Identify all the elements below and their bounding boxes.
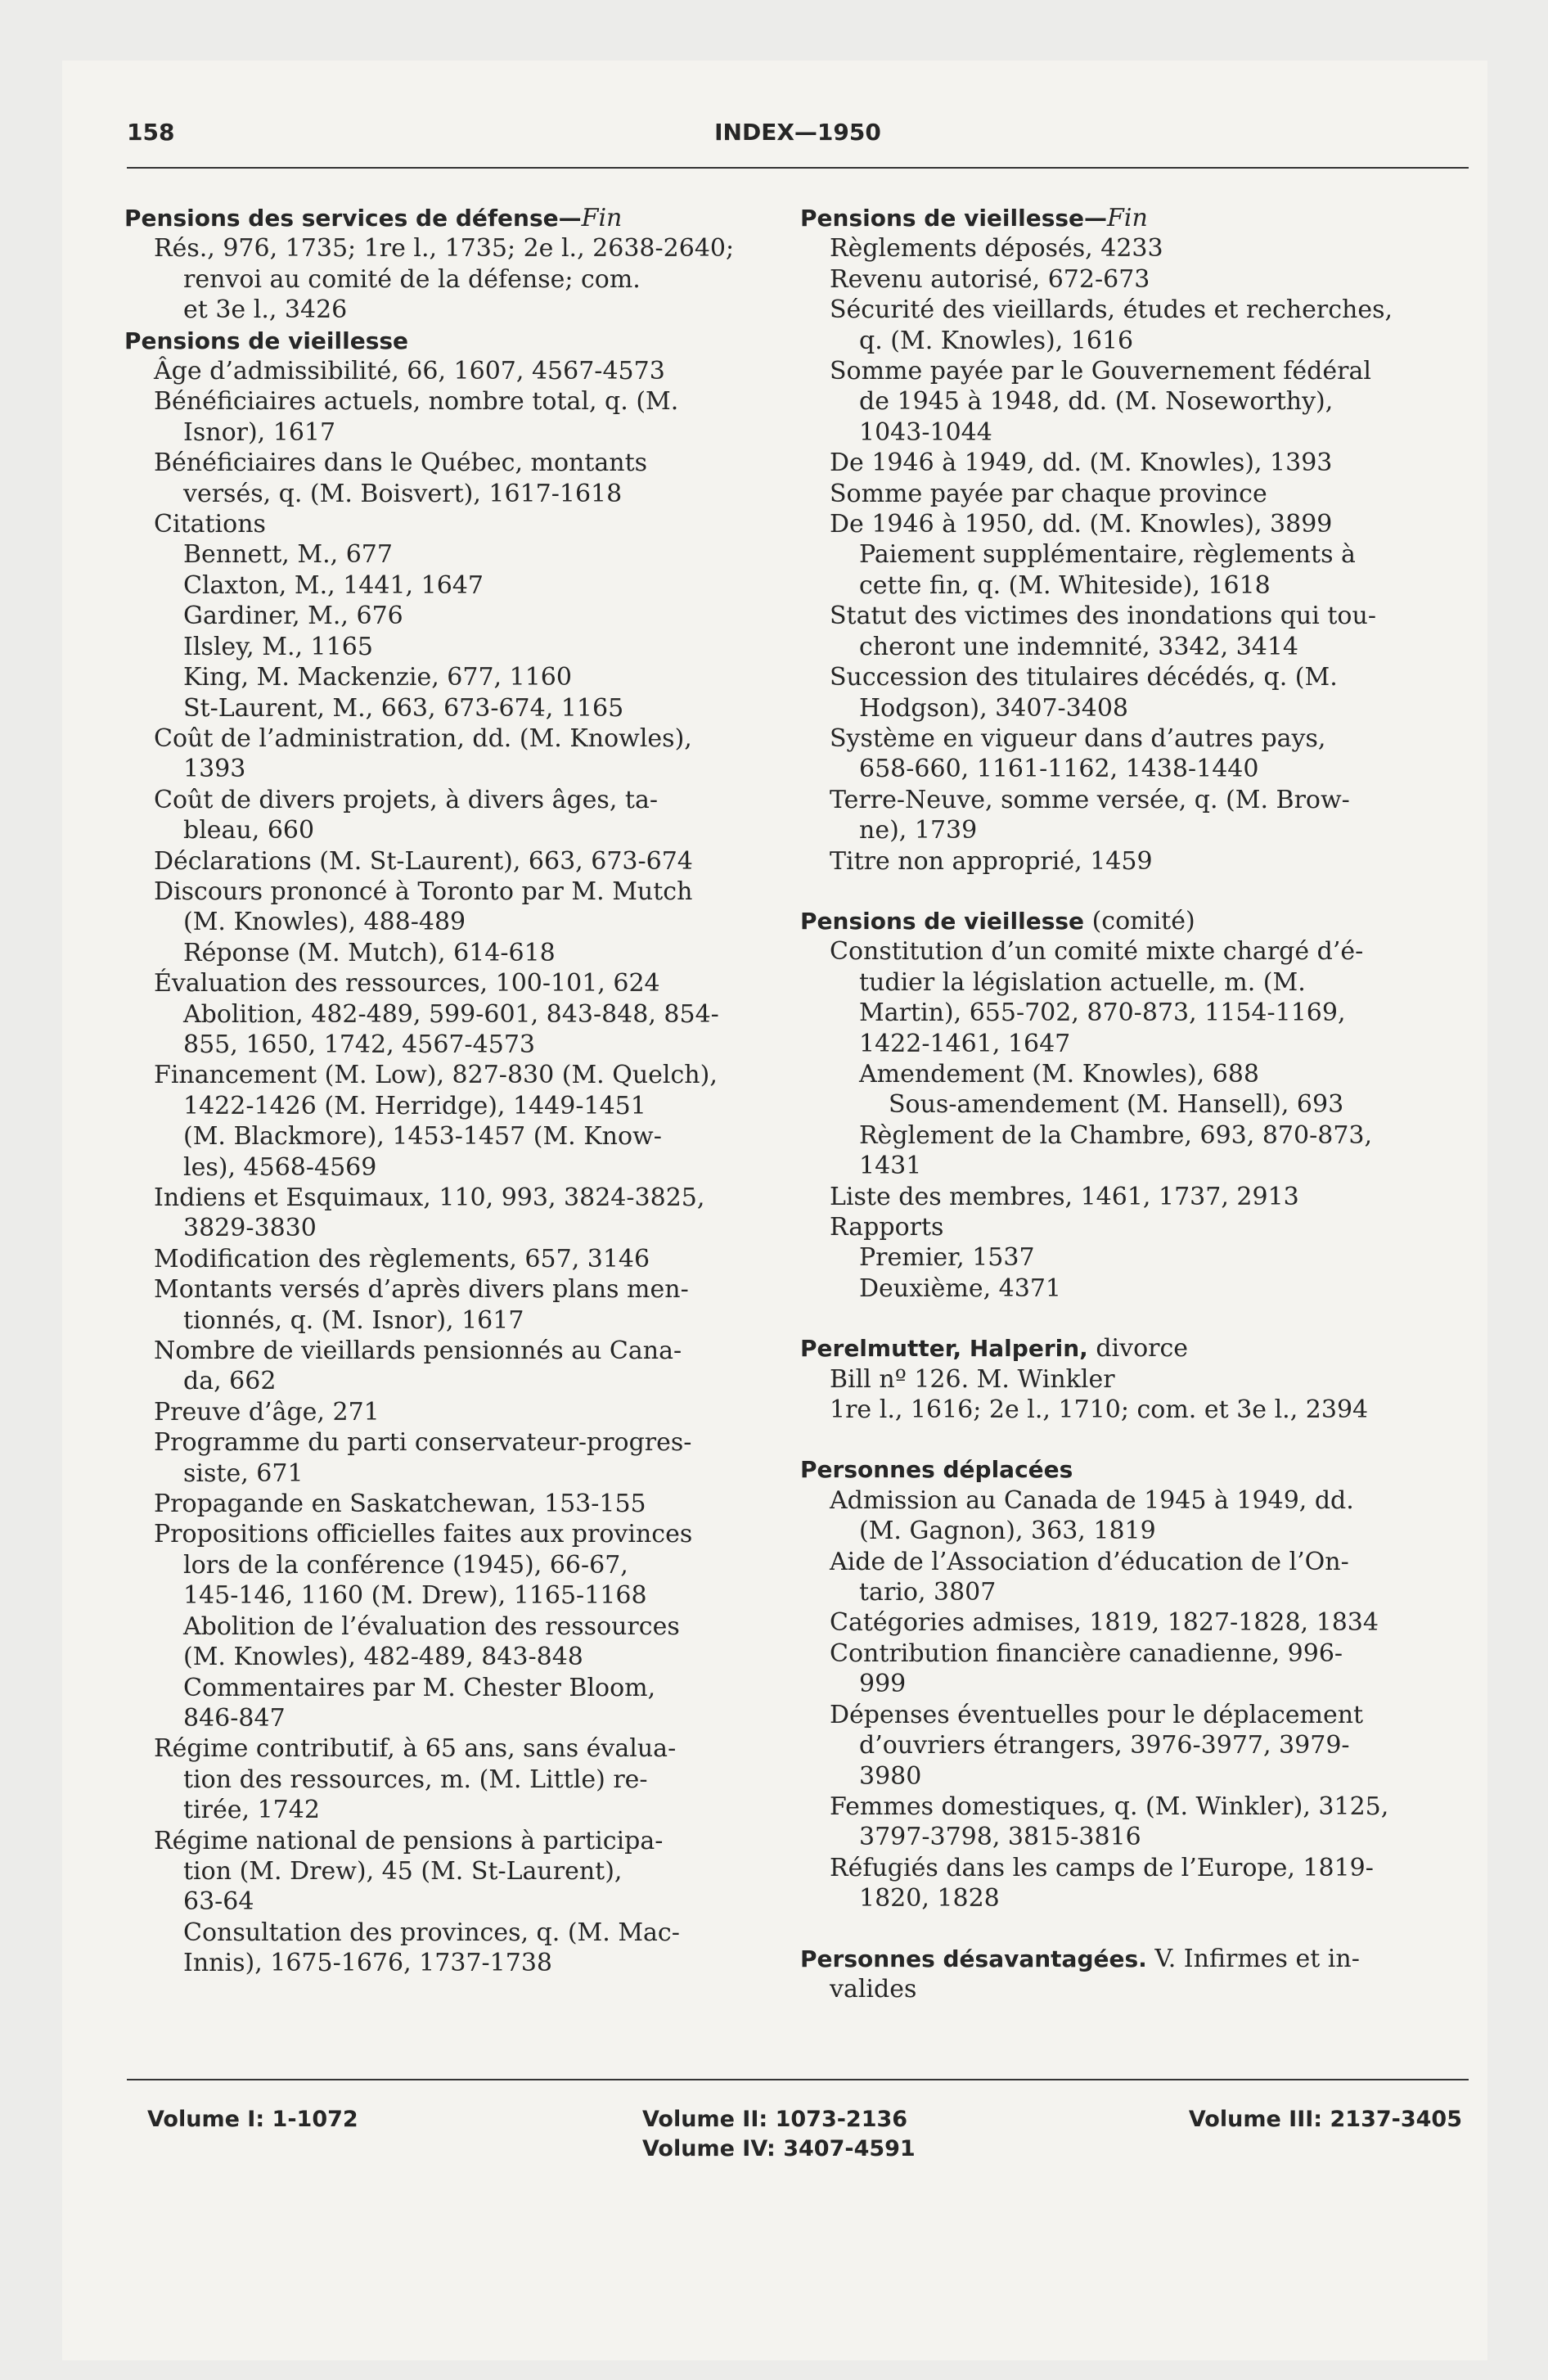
entry-line: Rapports [830,1213,944,1242]
entry-line: tario, 3807 [859,1578,997,1607]
entry-line: Gardiner, M., 676 [183,602,403,631]
entry-line: Liste des membres, 1461, 1737, 2913 [830,1182,1299,1211]
entry-line: 1820, 1828 [859,1884,1000,1913]
entry-line: Succession des titulaires décédés, q. (M. [830,663,1338,692]
entry-line: Abolition, 482-489, 599-601, 843-848, 854- [183,999,719,1029]
entry-line: (M. Knowles), 488-489 [183,908,466,937]
entry-heading-line [800,1944,1438,1974]
entry-line: Innis), 1675-1676, 1737-1738 [183,1949,552,1978]
entry-line: Somme payée par le Gouvernement fédéral [830,357,1371,386]
entry-heading-line [800,203,1438,233]
entry-line: Bennett, M., 677 [183,540,393,570]
entry-line: Modification des règlements, 657, 3146 [154,1244,650,1273]
entry-line: Système en vigueur dans d’autres pays, [830,723,1326,753]
entry-line: Dépenses éventuelles pour le déplacement [830,1700,1364,1729]
entry-line: Financement (M. Low), 827-830 (M. Quelch), [154,1061,718,1090]
entry-heading: Pensions de vieillesse [124,327,409,354]
footer-volume-4: Volume IV: 3407-4591 [642,2136,916,2161]
index-entry [800,906,1438,1304]
entry-spacer [800,1914,1438,1944]
entry-line: lors de la conférence (1945), 66-67, [183,1550,628,1580]
header-rule [127,167,1469,169]
page-number: 158 [127,119,175,146]
index-entry [800,203,1438,877]
entry-heading-line [800,906,1438,936]
entry-heading-line [800,1333,1438,1364]
entry-line: tion (M. Drew), 45 (M. St-Laurent), [183,1856,623,1886]
entry-line: Nombre de vieillards pensionnés au Cana- [154,1336,682,1366]
entry-line: Abolition de l’évaluation des ressources [183,1611,680,1641]
entry-line: 3980 [859,1761,922,1791]
entry-line: et 3e l., 3426 [183,295,348,325]
entry-heading: Pensions de vieillesse [800,907,1085,935]
entry-line: 145-146, 1160 (M. Drew), 1165-1168 [183,1581,647,1611]
entry-line: Règlements déposés, 4233 [830,234,1163,264]
entry-line: da, 662 [183,1367,277,1396]
footer-middle [642,2105,916,2164]
entry-line: Paiement supplémentaire, règlements à [859,540,1356,570]
entry-spacer [800,877,1438,906]
entry-heading-note: (comité) [1084,906,1195,935]
entry-line: Revenu autorisé, 672-673 [830,264,1150,294]
entry-line: Admission au Canada de 1945 à 1949, dd. [830,1485,1354,1515]
entry-line: Titre non approprié, 1459 [830,846,1153,876]
entry-line: Hodgson), 3407-3408 [859,693,1129,723]
entry-line: Somme payée par chaque province [830,479,1267,508]
entry-line: Bénéficiaires dans le Québec, montants [154,449,648,478]
index-entry [800,1944,1438,2005]
entry-line: Discours prononcé à Toronto par M. Mutch [154,877,693,906]
entry-heading-line [124,326,763,356]
entry-line: Martin), 655-702, 870-873, 1154-1169, [859,998,1346,1028]
entry-heading: Pensions des services de défense— [124,205,582,232]
entry-line: de 1945 à 1948, dd. (M. Noseworthy), [859,387,1334,417]
entry-line: Contribution financière canadienne, 996- [830,1639,1343,1668]
entry-line: Aide de l’Association d’éducation de l’On- [830,1547,1349,1576]
entry-line: 3829-3830 [183,1214,317,1243]
index-entry [124,326,763,1979]
entry-line: 1393 [183,755,246,784]
entry-line: Consultation des provinces, q. (M. Mac- [183,1918,680,1947]
footer-volume-2: Volume II: 1073-2136 [642,2107,908,2132]
entry-line: les), 4568-4569 [183,1152,377,1182]
entry-line: Sous-amendement (M. Hansell), 693 [889,1090,1344,1120]
entry-line: Terre-Neuve, somme versée, q. (M. Brow- [830,785,1350,814]
entry-line: 855, 1650, 1742, 4567-4573 [183,1030,536,1059]
entry-spacer [800,1425,1438,1454]
entry-line: 3797-3798, 3815-3816 [859,1823,1141,1852]
entry-line: Âge d’admissibilité, 66, 1607, 4567-4573 [154,357,665,386]
entry-line: 1043-1044 [859,417,992,447]
entry-heading-line [124,203,763,233]
entry-line: renvoi au comité de la défense; com. [183,264,641,294]
entry-line: 846-847 [183,1703,286,1733]
entry-line: De 1946 à 1949, dd. (M. Knowles), 1393 [830,449,1333,478]
entry-line: Amendement (M. Knowles), 688 [859,1059,1260,1089]
entry-line: Coût de l’administration, dd. (M. Knowles), [154,723,692,753]
index-entry [800,1333,1438,1425]
index-column-left [124,203,763,1979]
entry-line: De 1946 à 1950, dd. (M. Knowles), 3899 [830,510,1333,539]
entry-line: cheront une indemnité, 3342, 3414 [859,632,1299,661]
entry-line: tudier la législation actuelle, m. (M. [859,967,1306,997]
footer-volume-1: Volume I: 1-1072 [147,2107,358,2132]
entry-line: Bill nº 126. M. Winkler [830,1364,1115,1394]
footer-rule [127,2079,1469,2080]
entry-line: Preuve d’âge, 271 [154,1397,380,1427]
entry-heading-note: divorce [1087,1334,1189,1364]
entry-line: tion des ressources, m. (M. Little) re- [183,1765,648,1794]
entry-line: Coût de divers projets, à divers âges, ta- [154,785,658,814]
entry-line: (M. Gagnon), 363, 1819 [859,1517,1156,1546]
entry-line: tionnés, q. (M. Isnor), 1617 [183,1305,524,1335]
entry-line: Femmes domestiques, q. (M. Winkler), 3125, [830,1792,1389,1821]
entry-line: q. (M. Knowles), 1616 [859,326,1134,355]
entry-line: Premier, 1537 [859,1243,1035,1273]
entry-line: 658-660, 1161-1162, 1438-1440 [859,755,1259,784]
entry-line: Régime contributif, à 65 ans, sans évalua- [154,1734,677,1764]
entry-line: tirée, 1742 [183,1796,320,1825]
entry-line: King, M. Mackenzie, 677, 1160 [183,663,572,692]
entry-line: 1422-1426 (M. Herridge), 1449-1451 [183,1091,646,1120]
entry-line: Claxton, M., 1441, 1647 [183,570,484,600]
entry-line: Montants versés d’après divers plans men- [154,1275,689,1305]
entry-line: Propagande en Saskatchewan, 153-155 [154,1490,646,1519]
entry-heading: Personnes déplacées [800,1456,1073,1484]
entry-line: Commentaires par M. Chester Bloom, [183,1673,656,1702]
entry-line: Isnor), 1617 [183,417,336,447]
page-header [127,119,1469,158]
entry-line: Règlement de la Chambre, 693, 870-873, [859,1120,1373,1150]
entry-line: Réponse (M. Mutch), 614-618 [183,938,556,967]
entry-line: Citations [154,510,266,539]
entry-line: Catégories admises, 1819, 1827-1828, 1834 [830,1608,1379,1638]
entry-spacer [800,1304,1438,1333]
entry-line: Statut des victimes des inondations qui tou- [830,602,1376,631]
entry-line: Évaluation des ressources, 100-101, 624 [154,969,660,998]
page-title: INDEX—1950 [714,119,881,146]
entry-heading-note: V. Infirmes et in- [1146,1944,1360,1973]
entry-line: St-Laurent, M., 663, 673-674, 1165 [183,693,624,723]
index-entry [800,1454,1438,1913]
entry-line: bleau, 660 [183,816,315,845]
entry-line: 63-64 [183,1887,254,1917]
entry-line: Deuxième, 4371 [859,1273,1062,1303]
entry-continuation: Fin [581,204,623,232]
entry-continuation: Fin [1107,204,1148,232]
entry-line: Régime national de pensions à participa- [154,1826,664,1855]
index-entry [124,203,763,326]
entry-line: Réfugiés dans les camps de l’Europe, 1819- [830,1853,1374,1882]
entry-line: Sécurité des vieillards, études et recherches, [830,295,1393,325]
entry-line: Bénéficiaires actuels, nombre total, q. (M. [154,387,679,417]
index-column-right [800,203,1438,2004]
footer-volume-3: Volume III: 2137-3405 [1188,2107,1462,2132]
entry-line: Ilsley, M., 1165 [183,632,373,661]
entry-line: 1422-1461, 1647 [859,1029,1071,1058]
entry-line: (M. Knowles), 482-489, 843-848 [183,1643,583,1672]
entry-line: Indiens et Esquimaux, 110, 993, 3824-3825, [154,1183,705,1212]
entry-line: Rés., 976, 1735; 1re l., 1735; 2e l., 2638-2640; [154,234,735,264]
entry-heading: Pensions de vieillesse— [800,205,1108,232]
entry-line: Constitution d’un comité mixte chargé d’é- [830,937,1364,967]
entry-line: Propositions officielles faites aux provinces [154,1520,693,1549]
entry-heading: Perelmutter, Halperin, [800,1335,1088,1363]
entry-line: Déclarations (M. St-Laurent), 663, 673-674 [154,846,693,876]
entry-line: valides [830,1974,917,2004]
entry-line: 999 [859,1670,907,1699]
entry-line: (M. Blackmore), 1453-1457 (M. Know- [183,1122,662,1152]
entry-line: 1431 [859,1152,922,1181]
entry-line: Programme du parti conservateur-progres- [154,1428,692,1458]
entry-heading-line [800,1454,1438,1485]
entry-line: versés, q. (M. Boisvert), 1617-1618 [183,479,623,508]
entry-line: siste, 671 [183,1458,304,1488]
entry-line: d’ouvriers étrangers, 3976-3977, 3979- [859,1731,1350,1760]
entry-line: 1re l., 1616; 2e l., 1710; com. et 3e l., 2394 [830,1395,1369,1425]
entry-line: cette fin, q. (M. Whiteside), 1618 [859,570,1271,600]
entry-heading: Personnes désavantagées. [800,1945,1147,1972]
entry-line: ne), 1739 [859,816,978,845]
